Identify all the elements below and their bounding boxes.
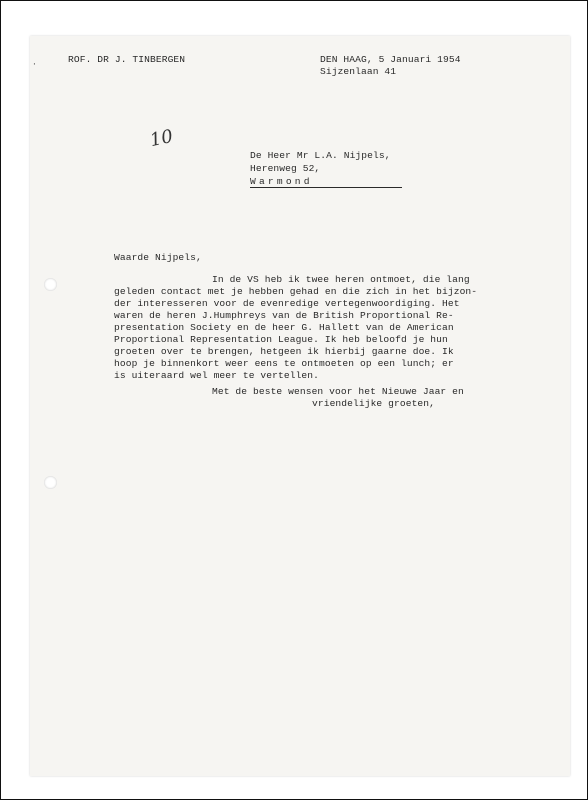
body-line: Proportional Representation League. Ik heb beloofd je hun xyxy=(114,334,448,345)
closing-line: vriendelijke groeten, xyxy=(312,398,436,409)
edge-mark: · xyxy=(32,60,37,69)
body-line: In de VS heb ik twee heren ontmoet, die lang xyxy=(212,274,470,285)
letter-page xyxy=(30,36,570,776)
body-line: geleden contact met je hebben gehad en die zich in het bijzon- xyxy=(114,286,478,297)
recipient-street: Herenweg 52, xyxy=(250,163,321,174)
body-line: waren de heren J.Humphreys van de British Proportional Re- xyxy=(114,310,454,321)
closing-line: Met de beste wensen voor het Nieuwe Jaar en xyxy=(212,386,464,397)
salutation: Waarde Nijpels, xyxy=(114,252,202,263)
body-line: is uiteraard wel meer te vertellen. xyxy=(114,370,320,381)
recipient-city-underline xyxy=(250,187,402,188)
body-line: hoop je binnenkort weer eens te ontmoeten op een lunch; er xyxy=(114,358,454,369)
punch-hole-top xyxy=(44,278,57,291)
body-line: der interesseren voor de evenredige vertegenwoordiging. Het xyxy=(114,298,460,309)
punch-hole-bottom xyxy=(44,476,57,489)
place-date: DEN HAAG, 5 Januari 1954 xyxy=(320,54,461,65)
sender-name: ROF. DR J. TINBERGEN xyxy=(68,54,186,65)
recipient-name: De Heer Mr L.A. Nijpels, xyxy=(250,150,391,161)
recipient-city: Warmond xyxy=(250,176,313,187)
body-line: presentation Society en de heer G. Hallett van de American xyxy=(114,322,454,333)
sender-street: Sijzenlaan 41 xyxy=(320,66,397,77)
body-line: groeten over te brengen, hetgeen ik hierbij gaarne doe. Ik xyxy=(114,346,454,357)
handwritten-note: 10 xyxy=(148,125,175,152)
